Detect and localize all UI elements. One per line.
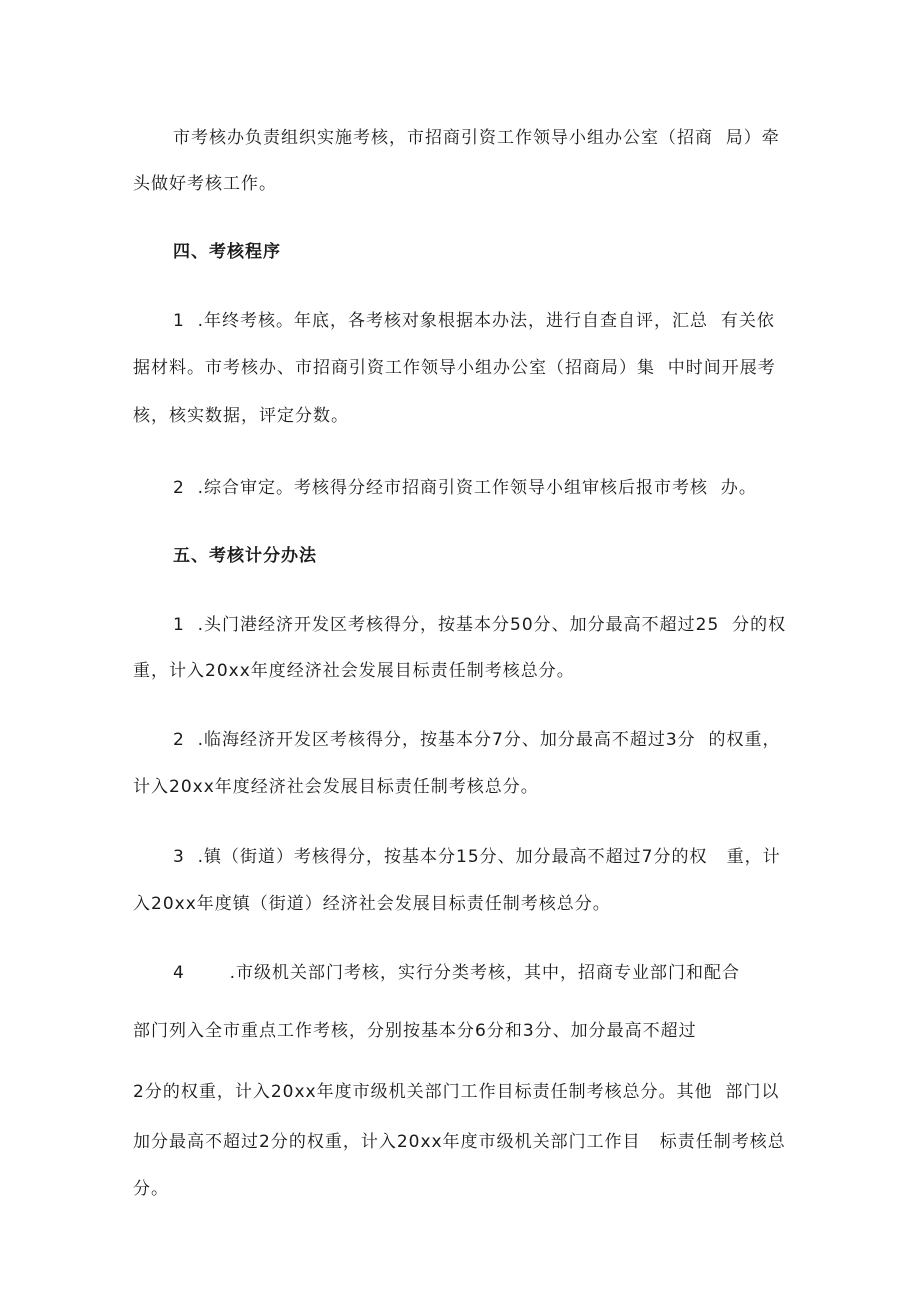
paragraph-line: 3 .镇（街道）考核得分，按基本分15分、加分最高不超过7分的权 重，计	[173, 847, 781, 867]
paragraph-line: 2分的权重，计入20xx年度市级机关部门工作目标责任制考核总分。其他 部门以	[133, 1082, 780, 1102]
paragraph-line: 核，核实数据，评定分数。	[133, 406, 349, 426]
paragraph-line: 据材料。市考核办、市招商引资工作领导小组办公室（招商局）集 中时间开展考	[133, 358, 776, 378]
paragraph-line: 计入20xx年度经济社会发展目标责任制考核总分。	[133, 777, 539, 797]
paragraph-line: 2 .临海经济开发区考核得分，按基本分7分、加分最高不超过3分 的权重，	[173, 730, 781, 750]
paragraph-line: 市考核办负责组织实施考核，市招商引资工作领导小组办公室（招商 局）牵	[173, 128, 780, 148]
paragraph-line: 部门列入全市重点工作考核，分别按基本分6分和3分、加分最高不超过	[133, 1021, 697, 1041]
paragraph-line: 重，计入20xx年度经济社会发展目标责任制考核总分。	[133, 661, 575, 681]
section-heading-scoring: 五、考核计分办法	[173, 546, 317, 566]
paragraph-line: 4 .市级机关部门考核，实行分类考核，其中，招商专业部门和配合	[173, 963, 741, 983]
section-heading-procedure: 四、考核程序	[173, 242, 281, 262]
paragraph-line: 分。	[133, 1179, 169, 1199]
paragraph-line: 2 .综合审定。考核得分经市招商引资工作领导小组审核后报市考核 办。	[173, 478, 757, 498]
paragraph-line: 1 .年终考核。年底，各考核对象根据本办法，进行自查自评，汇总 有关依	[173, 311, 775, 331]
paragraph-line: 头做好考核工作。	[133, 174, 277, 194]
paragraph-line: 入20xx年度镇（街道）经济社会发展目标责任制考核总分。	[133, 894, 611, 914]
paragraph-line: 加分最高不超过2分的权重，计入20xx年度市级机关部门工作目 标责任制考核总	[133, 1132, 786, 1152]
paragraph-line: 1 .头门港经济开发区考核得分，按基本分50分、加分最高不超过25 分的权	[173, 615, 787, 635]
